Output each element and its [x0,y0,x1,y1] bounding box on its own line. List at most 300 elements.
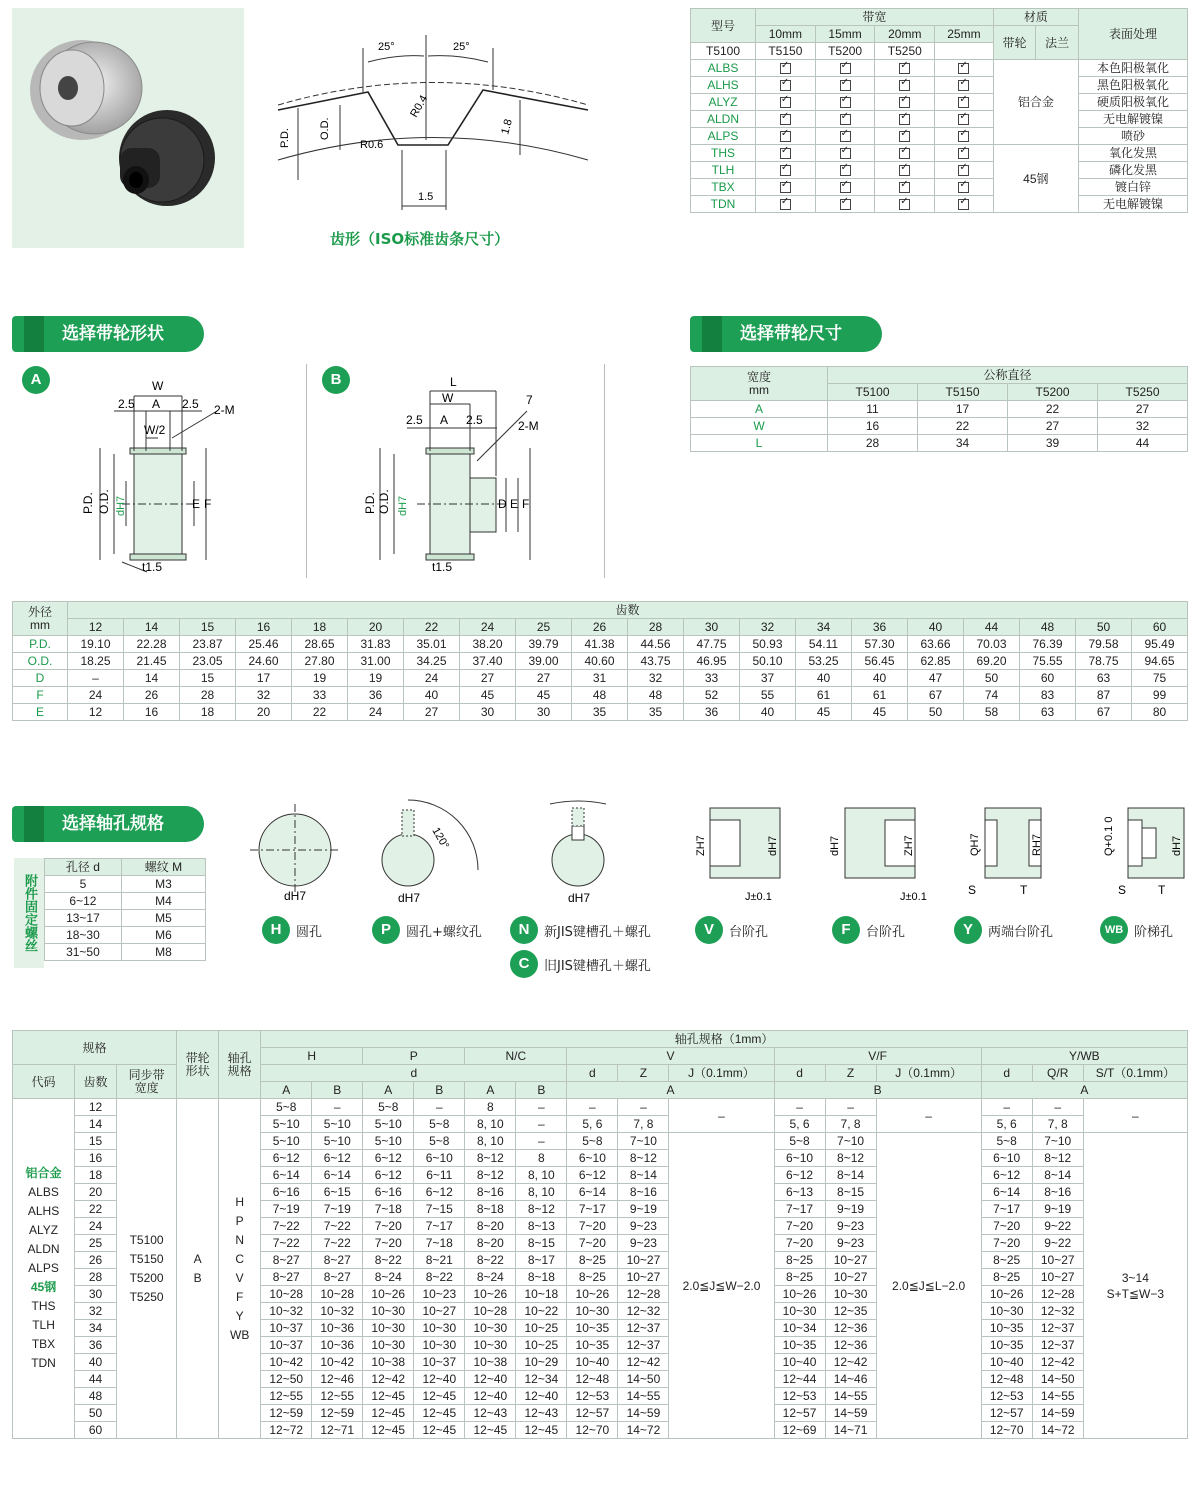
spec-cell: 8~25 [981,1252,1032,1269]
teeth-cell: 61 [852,687,908,704]
wb-dh7: dH7 [1171,835,1183,856]
screw-d: 31~50 [45,944,122,961]
spec-cell: – [774,1099,825,1116]
spec-cell: 10~25 [516,1320,567,1337]
check-icon [780,114,791,125]
teeth-count: 18 [292,619,348,636]
teeth-cell: 33 [292,687,348,704]
p-angle: 120° [429,825,452,852]
spec-cell: 5, 6 [567,1116,618,1133]
spec-cell: 10~26 [981,1286,1032,1303]
check-icon [780,199,791,210]
shape-b-svg [322,366,592,581]
spec-cell: 6~10 [981,1150,1032,1167]
spec-cell: 6~13 [774,1184,825,1201]
dim-f-b: F [522,497,530,511]
teeth-cell: 50 [964,670,1020,687]
spec-h-shape: 带轮 形状 [177,1031,219,1099]
spec-cell: – [312,1099,363,1116]
teeth-count: 24 [460,619,516,636]
mt-check [875,94,935,111]
width-item: T5200 [129,1270,164,1285]
spec-cell: 12~40 [465,1388,516,1405]
spec-cell: 10~27 [414,1303,465,1320]
code-item: ALPS [28,1261,59,1275]
codes-st-title: 45钢 [30,1280,57,1294]
dim-pd-b: P.D. [363,492,377,514]
spec-cell: 12~53 [981,1388,1032,1405]
teeth-cell: 47 [908,670,964,687]
spec-cell: 7~22 [261,1235,312,1252]
check-icon [958,182,969,193]
spec-cell: 12~53 [774,1388,825,1405]
mt-surface: 本色阳极氧化 [1079,60,1188,77]
spec-cell: 10~35 [981,1320,1032,1337]
teeth-cell: 39.79 [516,636,572,653]
width-item: T5100 [129,1232,164,1247]
teeth-cell: 31.83 [348,636,404,653]
tooth-profile-drawing [268,30,598,230]
spec-cell: 8~20 [465,1218,516,1235]
teeth-cell: 50.10 [740,653,796,670]
teeth-cell: 36 [348,687,404,704]
teeth-cell: 22.28 [124,636,180,653]
teeth-count: 28 [628,619,684,636]
teeth-cell: 35 [572,704,628,721]
mt-check [756,111,816,128]
teeth-cell: 47.75 [684,636,740,653]
wb-t: T [1158,883,1166,897]
spec-cell: 5, 6 [774,1116,825,1133]
mt-check [815,145,875,162]
spec-cell: 6~14 [981,1184,1032,1201]
v-zh7: ZH7 [695,835,707,856]
teeth-cell: 48 [628,687,684,704]
spec-cell: 5~8 [414,1116,465,1133]
grp-nc: N/C [465,1048,567,1065]
teeth-cell: 54.11 [796,636,852,653]
size-row [691,401,1188,418]
col-b: B [414,1082,465,1099]
teeth-cell: 63.66 [908,636,964,653]
code-item: ALHS [27,1204,60,1218]
spec-cell: 7~22 [312,1218,363,1235]
bore-type-wb: WB 阶梯孔 [1100,916,1173,944]
spec-codes [13,1099,75,1439]
sub-d-1: d [261,1065,567,1082]
teeth-h-od: 外径 mm [13,602,68,636]
spec-cell: 5~8 [567,1133,618,1150]
spec-cell: 7~20 [363,1235,414,1252]
teeth-count: 15 [180,619,236,636]
mt-model: ALPS [691,128,756,145]
spec-cell: 7~20 [981,1235,1032,1252]
spec-cell: 7~17 [774,1201,825,1218]
material-table [690,8,1188,213]
size-col-3: T5250 [1098,384,1188,401]
spec-h-spec: 规格 [13,1031,177,1065]
teeth-cell: 27 [516,670,572,687]
spec-cell: 10~27 [825,1269,876,1286]
spec-cell: 10~28 [465,1303,516,1320]
mt-row [691,162,1188,179]
dim-w2-a: W/2 [144,423,166,437]
spec-y-st [1083,1133,1187,1439]
spec-cell: 8~15 [516,1235,567,1252]
spec-cell: 5~10 [363,1133,414,1150]
spec-cell: 14~50 [1032,1371,1083,1388]
col-b: B [312,1082,363,1099]
teeth-count: 48 [1020,619,1076,636]
dim-pd-a: P.D. [81,492,95,514]
spec-cell: 10~36 [312,1337,363,1354]
teeth-cell: 21.45 [124,653,180,670]
spec-vf-j-dash: – [876,1099,981,1133]
spec-cell: 8~22 [363,1252,414,1269]
check-icon [780,131,791,142]
mt-check [756,145,816,162]
spec-cell: 8~25 [567,1252,618,1269]
spec-cell: 14~46 [825,1371,876,1388]
mt-width-2: 20mm [875,26,935,43]
bore-type-c: C 旧JIS键槽孔＋螺孔 [510,950,651,978]
h-model: 型号 [691,9,756,43]
mt-width-1: 15mm [815,26,875,43]
spec-cell: 12~32 [1032,1303,1083,1320]
spec-cell: 7~19 [261,1201,312,1218]
size-row [691,418,1188,435]
teeth-count: 30 [684,619,740,636]
screw-m: M3 [121,876,205,893]
teeth-key: D [13,670,68,687]
h18-label: 1.8 [499,117,515,136]
spec-teeth: 26 [75,1252,117,1269]
spec-cell: 5~10 [312,1133,363,1150]
teeth-cell: 95.49 [1132,636,1188,653]
spec-cell: – [1032,1099,1083,1116]
tooth-profile-diagram [268,30,598,260]
spec-cell: 10~36 [312,1320,363,1337]
pulley-photo-illustration [12,8,244,248]
teeth-cell: 31 [572,670,628,687]
teeth-count: 14 [124,619,180,636]
spec-cell: 10~30 [981,1303,1032,1320]
check-icon [899,165,910,176]
f-zh7: ZH7 [903,835,915,856]
teeth-h-teeth: 齿数 [68,602,1188,619]
spec-bores [219,1099,261,1439]
code-item: TDN [31,1356,56,1370]
dim-l-b: L [450,375,457,389]
teeth-cell: 45 [852,704,908,721]
width-item: T5250 [129,1289,164,1304]
mt-mat-al: 铝合金 [993,60,1078,145]
spec-cell: 5~8 [414,1133,465,1150]
mt-row [691,145,1188,162]
spec-cell: 14~59 [825,1405,876,1422]
dim-2m-b: 2-M [518,419,539,433]
spec-cell: 10~34 [774,1320,825,1337]
shape-item: A [193,1251,202,1266]
spec-cell: – [516,1116,567,1133]
teeth-cell: 37 [740,670,796,687]
teeth-cell: 19.10 [68,636,124,653]
teeth-count: 32 [740,619,796,636]
spec-cell: 10~40 [981,1354,1032,1371]
check-icon [958,165,969,176]
teeth-cell: 41.38 [572,636,628,653]
teeth-cell: 25.46 [236,636,292,653]
teeth-cell: 19 [348,670,404,687]
spec-cell: 12~40 [516,1388,567,1405]
spec-cell: 8~24 [465,1269,516,1286]
bore-type-v: V 台阶孔 [695,916,768,944]
bore-side-label: 附件固定螺丝 [14,858,44,968]
spec-cell: 10~30 [414,1320,465,1337]
section-title-bore: 选择轴孔规格 [12,806,204,842]
mt-check [756,162,816,179]
tooth-profile-caption: 齿形（ISO标准齿条尺寸） [330,230,510,248]
teeth-count: 20 [348,619,404,636]
mt-model: TLH [691,162,756,179]
check-icon [840,63,851,74]
spec-cell: 14~71 [825,1422,876,1439]
bore-diagrams [240,790,1200,910]
check-icon [958,63,969,74]
spec-teeth: 14 [75,1116,117,1133]
size-key: L [691,435,828,452]
spec-cell: 10~30 [774,1303,825,1320]
spec-cell: 12~50 [261,1371,312,1388]
spec-cell: 7, 8 [825,1116,876,1133]
spec-cell: 10~29 [516,1354,567,1371]
sub-d-y: d [981,1065,1032,1082]
spec-cell: 10~40 [567,1354,618,1371]
shape-a-svg [22,366,292,581]
spec-cell: 12~37 [1032,1320,1083,1337]
teeth-cell: 61 [796,687,852,704]
teeth-key: F [13,687,68,704]
col-a: A [465,1082,516,1099]
v-j: J±0.1 [745,891,772,903]
pd-label: P.D. [279,128,291,148]
dim-od-a: O.D. [97,489,111,514]
spec-cell: 14~59 [618,1405,669,1422]
teeth-row [13,670,1188,687]
mt-model: ALBS [691,60,756,77]
spec-cell: 5~8 [981,1133,1032,1150]
spec-cell: 12~48 [981,1371,1032,1388]
check-icon [840,182,851,193]
spec-cell: 10~26 [465,1286,516,1303]
p-dh7: dH7 [398,891,421,905]
spec-shapes [177,1099,219,1439]
spec-cell: 10~30 [363,1303,414,1320]
bore-item: C [235,1251,244,1266]
teeth-cell: 75 [1132,670,1188,687]
spec-cell: – [567,1099,618,1116]
spec-cell: 8 [465,1099,516,1116]
spec-cell: 8~12 [825,1150,876,1167]
spec-cell: 7~18 [363,1201,414,1218]
spec-cell: 12~43 [465,1405,516,1422]
spec-cell: 8, 10 [465,1133,516,1150]
mt-model: ALYZ [691,94,756,111]
shape-item: B [193,1270,202,1285]
spec-cell: 8~18 [465,1201,516,1218]
spec-teeth: 16 [75,1150,117,1167]
spec-cell: 7~18 [414,1235,465,1252]
size-cell: 22 [918,418,1008,435]
spec-cell: 14~72 [618,1422,669,1439]
code-item: ALYZ [28,1223,59,1237]
mt-check [935,128,994,145]
spec-cell: – [414,1099,465,1116]
spec-cell: 8~22 [465,1252,516,1269]
spec-teeth: 32 [75,1303,117,1320]
grp-ywb: Y/WB [981,1048,1187,1065]
grp-h: H [261,1048,363,1065]
spec-teeth: 44 [75,1371,117,1388]
mt-surface: 磷化发黑 [1079,162,1188,179]
spec-cell: 5~10 [312,1116,363,1133]
grp-p: P [363,1048,465,1065]
screw-m: M4 [121,893,205,910]
spec-cell: 8~22 [414,1269,465,1286]
mt-check [935,196,994,213]
spec-cell: 12~70 [567,1422,618,1439]
spec-cell: 7~20 [774,1218,825,1235]
spec-cell: – [981,1099,1032,1116]
angle-right-label: 25° [453,41,470,53]
spec-cell: 10~35 [981,1337,1032,1354]
spec-cell: 10~27 [1032,1252,1083,1269]
spec-cell: 6~12 [981,1167,1032,1184]
sub-j-vf: J（0.1mm） [876,1065,981,1082]
teeth-cell: 37.40 [460,653,516,670]
spec-cell: 8~14 [825,1167,876,1184]
spec-cell: 12~45 [516,1422,567,1439]
spec-cell: 12~72 [261,1422,312,1439]
mt-row [691,179,1188,196]
teeth-cell: 44.56 [628,636,684,653]
spec-h-teeth: 齿数 [75,1065,117,1099]
section-title-size: 选择带轮尺寸 [690,316,882,352]
spec-cell: 8, 10 [516,1167,567,1184]
grp-v: V [567,1048,774,1065]
teeth-cell: 70.03 [964,636,1020,653]
sub-st-y: S/T（0.1mm） [1083,1065,1187,1082]
teeth-cell: 45 [796,704,852,721]
spec-cell: – [618,1099,669,1116]
spec-cell: 8~25 [774,1269,825,1286]
mt-check [875,128,935,145]
teeth-cell: 40.60 [572,653,628,670]
spec-cell: 5~10 [363,1116,414,1133]
spec-cell: 7, 8 [618,1116,669,1133]
spec-cell: 7~15 [414,1201,465,1218]
spec-teeth: 50 [75,1405,117,1422]
shape-divider [306,364,307,578]
spec-cell: 10~30 [567,1303,618,1320]
size-col-0: T5100 [828,384,918,401]
spec-cell: 12~70 [981,1422,1032,1439]
spec-cell: 12~55 [312,1388,363,1405]
teeth-cell: 24 [348,704,404,721]
mt-check [875,145,935,162]
mt-check [815,111,875,128]
mt-check [815,162,875,179]
f-dh7: dH7 [829,835,841,856]
teeth-count: 60 [1132,619,1188,636]
bore-type-h: H 圆孔 [262,916,322,944]
check-icon [958,199,969,210]
teeth-cell: 24.60 [236,653,292,670]
teeth-cell: 28 [180,687,236,704]
teeth-cell: 17 [236,670,292,687]
shape-a-drawing [22,366,292,581]
mt-check [756,179,816,196]
spec-cell: 6~10 [414,1150,465,1167]
spec-cell: 7~20 [567,1235,618,1252]
size-row [691,435,1188,452]
teeth-cell: 43.75 [628,653,684,670]
spec-cell: 12~45 [465,1422,516,1439]
teeth-count: 40 [908,619,964,636]
col-a: A [261,1082,312,1099]
spec-cell: 8~12 [1032,1150,1083,1167]
spec-cell: 7~19 [312,1201,363,1218]
teeth-cell: 45 [516,687,572,704]
h-material: 材质 [993,9,1078,26]
teeth-cell: 46.95 [684,653,740,670]
spec-cell: 7~20 [774,1235,825,1252]
spec-cell: 8~14 [1032,1167,1083,1184]
col-a-y: A [981,1082,1187,1099]
col-a: A [363,1082,414,1099]
mt-width-3: 25mm [935,26,994,43]
mt-check [935,77,994,94]
spec-cell: 8~25 [567,1269,618,1286]
teeth-cell: 87 [1076,687,1132,704]
spec-teeth: 40 [75,1354,117,1371]
teeth-cell: 39.00 [516,653,572,670]
y-st-2: S+T≦W−3 [1106,1286,1165,1301]
screw-d: 6~12 [45,893,122,910]
mt-check [756,196,816,213]
spec-teeth: 30 [75,1286,117,1303]
teeth-key: E [13,704,68,721]
spec-cell: 8~27 [312,1252,363,1269]
shape-a-badge: A [22,366,50,394]
col-b: B [516,1082,567,1099]
check-icon [899,182,910,193]
spec-cell: 6~14 [312,1167,363,1184]
check-icon [958,148,969,159]
mt-width-0: 10mm [756,26,816,43]
r04-label: R0.4 [408,93,431,120]
w15-label: 1.5 [418,191,434,203]
spec-cell: 10~40 [774,1354,825,1371]
spec-cell: 12~37 [618,1337,669,1354]
teeth-cell: 32 [628,670,684,687]
size-cell: 17 [918,401,1008,418]
spec-cell: 8~27 [261,1269,312,1286]
check-icon [840,199,851,210]
screw-table [44,858,206,961]
spec-cell: 12~45 [363,1388,414,1405]
spec-cell: 6~12 [261,1150,312,1167]
